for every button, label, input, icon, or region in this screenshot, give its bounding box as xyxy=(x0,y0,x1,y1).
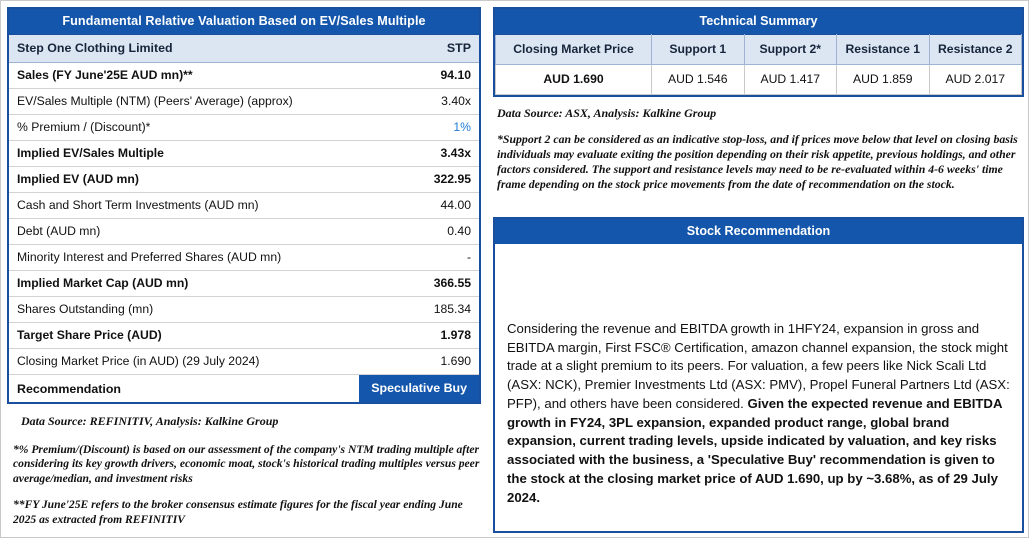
technical-table xyxy=(495,34,1022,95)
row-label: Minority Interest and Preferred Shares (AUD mn) xyxy=(17,250,282,264)
right-column xyxy=(493,7,1024,533)
table-row xyxy=(9,297,479,323)
valuation-footnote-1: *% Premium/(Discount) is based on our assessment of the company's NTM trading multiple after considering its key growth drivers, economic moat, stock's historical trading multiples versus peer average/median, and investment risks xyxy=(13,443,480,485)
recommendation-paragraph-normal: Considering the revenue and EBITDA growth in 1HFY24, expansion in gross and EBITDA margin, First FSC® Certification, amazon channel expansion, the stock might trade at a slight premium to its peers. For valuation, a few peers like Nick Scali Ltd (ASX: NCK), Premier Investments Ltd (ASX: PMV), Propel Funeral Partners Ltd (ASX: PFP), and others have been considered. xyxy=(507,321,1010,411)
recommendation-row xyxy=(9,375,479,402)
row-value: 94.10 xyxy=(440,68,471,82)
column-header: Resistance 1 xyxy=(837,35,930,65)
row-label: Implied EV (AUD mn) xyxy=(17,172,139,186)
row-label: Sales (FY June'25E AUD mn)** xyxy=(17,68,193,82)
table-header-row xyxy=(496,35,1022,65)
table-row xyxy=(9,115,479,141)
row-value: 1.978 xyxy=(440,328,471,342)
row-value: 366.55 xyxy=(433,276,471,290)
table-row xyxy=(9,141,479,167)
row-value: 185.34 xyxy=(433,302,471,316)
row-label: Cash and Short Term Investments (AUD mn) xyxy=(17,198,259,212)
row-value: 1% xyxy=(453,120,471,134)
table-row xyxy=(9,323,479,349)
table-row xyxy=(9,167,479,193)
valuation-column xyxy=(7,7,481,533)
technical-footnote: *Support 2 can be considered as an indicative stop-loss, and if prices move below that level on closing basis individuals may evaluate exiting the position depending on their risk appetite, previous holdings, and other factors considered. The support and resistance levels may need to be re-evaluated within 4-6 weeks' time frame depending on the stock price movements from the date of recommendation on the stock. xyxy=(497,132,1018,192)
row-value: 1.690 xyxy=(440,354,471,368)
row-label: Target Share Price (AUD) xyxy=(17,328,162,342)
row-label: Implied Market Cap (AUD mn) xyxy=(17,276,189,290)
ticker-symbol: STP xyxy=(446,41,471,55)
table-row xyxy=(9,193,479,219)
table-row xyxy=(9,245,479,271)
table-row xyxy=(9,63,479,89)
cell-support-1: AUD 1.546 xyxy=(652,65,745,95)
column-header: Closing Market Price xyxy=(496,35,652,65)
valuation-footnote-2: **FY June'25E refers to the broker consensus estimate figures for the fiscal year ending June 2025 as extracted from REFINITIV xyxy=(13,498,463,526)
row-label: Shares Outstanding (mn) xyxy=(17,302,154,316)
cell-resistance-1: AUD 1.859 xyxy=(837,65,930,95)
column-header: Resistance 2 xyxy=(929,35,1022,65)
table-row xyxy=(9,271,479,297)
valuation-subheader xyxy=(9,34,479,63)
valuation-title: Fundamental Relative Valuation Based on EV/Sales Multiple xyxy=(9,9,479,34)
cell-support-2: AUD 1.417 xyxy=(744,65,837,95)
row-value: 3.40x xyxy=(441,94,471,108)
cell-closing-price: AUD 1.690 xyxy=(496,65,652,95)
table-row xyxy=(9,89,479,115)
row-value: 44.00 xyxy=(440,198,471,212)
stock-recommendation-title: Stock Recommendation xyxy=(495,219,1022,244)
valuation-source-note: Data Source: REFINITIV, Analysis: Kalkine Group xyxy=(21,414,279,428)
company-name: Step One Clothing Limited xyxy=(17,41,173,55)
row-value: 0.40 xyxy=(447,224,471,238)
recommendation-label: Recommendation xyxy=(17,381,121,396)
column-header: Support 2* xyxy=(744,35,837,65)
row-value: - xyxy=(466,250,471,264)
column-header: Support 1 xyxy=(652,35,745,65)
technical-summary-table xyxy=(493,7,1024,97)
row-label: Closing Market Price (in AUD) (29 July 2024) xyxy=(17,354,260,368)
row-label: EV/Sales Multiple (NTM) (Peers' Average) (approx) xyxy=(17,94,293,108)
status-badge: Speculative Buy xyxy=(359,375,479,402)
row-value: 322.95 xyxy=(433,172,471,186)
table-row xyxy=(9,349,479,375)
stock-recommendation-box xyxy=(493,217,1024,533)
technical-source-note: Data Source: ASX, Analysis: Kalkine Group xyxy=(497,106,717,120)
row-label: Debt (AUD mn) xyxy=(17,224,101,238)
row-label: % Premium / (Discount)* xyxy=(17,120,151,134)
row-label: Implied EV/Sales Multiple xyxy=(17,146,164,160)
technical-summary-title: Technical Summary xyxy=(495,9,1022,34)
stock-recommendation-body xyxy=(495,244,1022,517)
valuation-table xyxy=(7,7,481,404)
row-value: 3.43x xyxy=(440,146,471,160)
cell-resistance-2: AUD 2.017 xyxy=(929,65,1022,95)
table-row xyxy=(496,65,1022,95)
table-row xyxy=(9,219,479,245)
recommendation-paragraph-bold: Given the expected revenue and EBITDA growth in FY24, 3PL expansion, expanded product range, global brand expansion, current trading levels, upside indicated by valuation, and key risks associated with the business, a 'Speculative Buy' recommendation is given to the stock at the closing market price of AUD 1.690, up by ~3.68%, as of 29 July 2024. xyxy=(507,395,1002,505)
